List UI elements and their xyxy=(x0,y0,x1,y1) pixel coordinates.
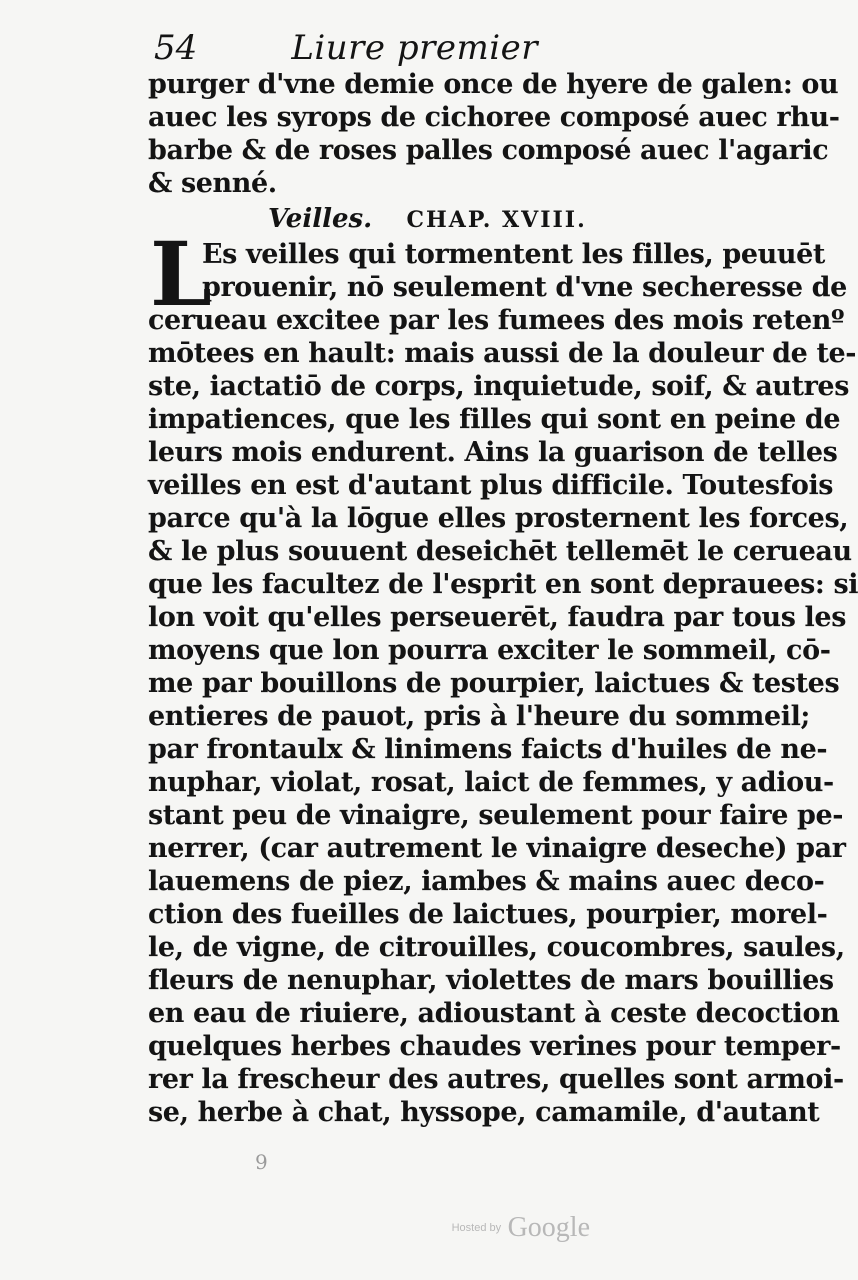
text-line: me par bouillons de pourpier, laictues & testes xyxy=(148,668,840,699)
text-line: par frontaulx & linimens faicts d'huiles de ne- xyxy=(148,734,828,765)
text-line: purger d'vne demie once de hyere de galen: ou xyxy=(148,69,839,100)
chapter-number: CHAP. XVIII. xyxy=(406,207,587,233)
text-line: en eau de riuiere, adioustant à ceste decoction xyxy=(148,998,840,1029)
text-line: se, herbe à chat, hyssope, camamile, d'autant xyxy=(148,1097,820,1128)
text-line: stant peu de vinaigre, seulement pour faire pe- xyxy=(148,800,844,831)
text-line: barbe & de roses palles composé auec l'agaric xyxy=(148,135,829,166)
text-line: entieres de pauot, pris à l'heure du sommeil; xyxy=(148,701,810,732)
folio-number: 54 xyxy=(154,28,198,68)
text-line: cerueau excitee par les fumees des mois retenº xyxy=(148,305,845,336)
hosted-by-label: Hosted by xyxy=(451,1222,502,1234)
chapter-heading xyxy=(148,200,708,238)
text-line: lon voit qu'elles perseuerēt, faudra par tous les xyxy=(148,602,846,633)
text-line: prouenir, nō seulement d'vne secheresse de xyxy=(202,272,847,303)
text-line: impatiences, que les filles qui sont en peine de xyxy=(148,404,841,435)
text-line: veilles en est d'autant plus difficile. Toutesfois xyxy=(148,470,834,501)
google-logo: Google xyxy=(507,1212,590,1243)
chapter-subject: Veilles. xyxy=(268,204,373,234)
text-line: lauemens de piez, iambes & mains auec deco- xyxy=(148,866,825,897)
text-line: quelques herbes chaudes verines pour temper- xyxy=(148,1031,841,1062)
text-block xyxy=(148,24,858,1129)
text-line: ction des fueilles de laictues, pourpier, morel- xyxy=(148,899,828,930)
text-line: leurs mois endurent. Ains la guarison de telles xyxy=(148,437,838,468)
text-line: rer la frescheur des autres, quelles sont armoi- xyxy=(148,1064,844,1095)
text-line: Es veilles qui tormentent les filles, peuuēt xyxy=(202,239,825,270)
text-line: que les facultez de l'esprit en sont deprauees: si xyxy=(148,569,858,600)
text-line: parce qu'à la lōgue elles prosternent les forces, xyxy=(148,503,849,534)
text-line: & le plus souuent deseichēt tellemēt le cerueau xyxy=(148,536,852,567)
text-line: moyens que lon pourra exciter le sommeil, cō- xyxy=(148,635,831,666)
text-line: fleurs de nenuphar, violettes de mars bouillies xyxy=(148,965,834,996)
text-line: auec les syrops de cichoree composé auec rhu- xyxy=(148,102,840,133)
text-line: le, de vigne, de citrouilles, coucombres, saules, xyxy=(148,932,845,963)
text-line: ste, iactatiō de corps, inquietude, soif, & autres xyxy=(148,371,850,402)
running-title: Liure premier xyxy=(291,28,538,68)
chapter-body xyxy=(148,222,858,1129)
google-watermark xyxy=(452,1212,590,1244)
text-line: mōtees en hault: mais aussi de la douleur de te- xyxy=(148,338,857,369)
text-line: nerrer, (car autrement le vinaigre deseche) par xyxy=(148,833,846,864)
text-line: nuphar, violat, rosat, laict de femmes, y adiou- xyxy=(148,767,834,798)
text-line: & senné. xyxy=(148,168,277,199)
signature-mark: 9 xyxy=(255,1150,268,1174)
page-header xyxy=(148,24,708,68)
drop-cap: L xyxy=(150,222,212,326)
